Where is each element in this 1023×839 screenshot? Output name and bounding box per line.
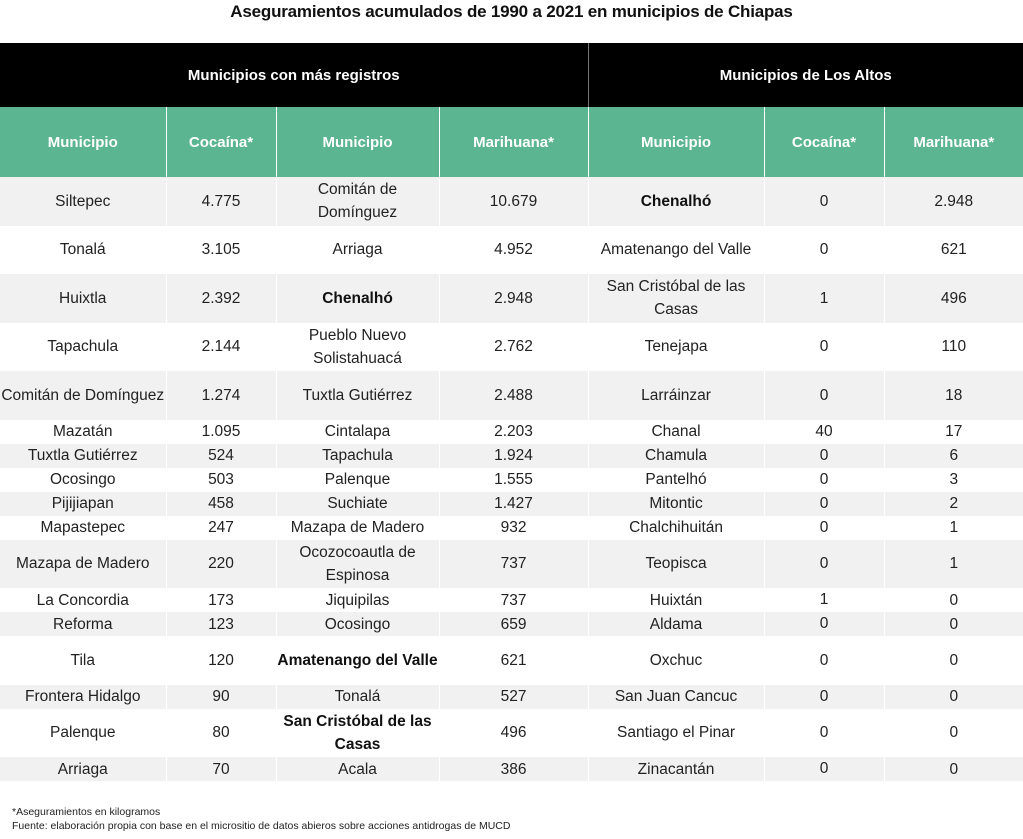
table-row [0, 709, 1023, 758]
municipality-cell: Tuxtla Gutiérrez [0, 444, 166, 468]
value-cell: 659 [439, 612, 588, 636]
municipality-cell: Aldama [588, 612, 764, 636]
municipality-cell: Tonalá [276, 685, 439, 709]
table-row [0, 685, 1023, 709]
municipality-cell: Tila [0, 636, 166, 685]
value-cell: 524 [166, 444, 276, 468]
municipality-cell: Larráinzar [588, 371, 764, 420]
value-cell: 247 [166, 516, 276, 540]
municipality-cell: Siltepec [0, 177, 166, 226]
table-row [0, 636, 1023, 685]
municipality-cell: Tapachula [0, 323, 166, 372]
value-cell: 123 [166, 612, 276, 636]
column-header: Municipio [0, 107, 166, 177]
value-cell: 70 [166, 757, 276, 781]
municipality-cell: Mazapa de Madero [0, 540, 166, 589]
value-cell: 0 [764, 516, 884, 540]
value-cell: 0 [764, 492, 884, 516]
value-cell: 737 [439, 540, 588, 589]
value-cell: 2.144 [166, 323, 276, 372]
value-cell: 3.105 [166, 226, 276, 275]
value-cell: 0 [764, 444, 884, 468]
column-header-row [0, 107, 1023, 177]
value-cell: 2 [884, 492, 1023, 516]
value-cell: 737 [439, 588, 588, 612]
municipality-cell: Chalchihuitán [588, 516, 764, 540]
municipality-cell: Palenque [0, 709, 166, 758]
value-cell: 0 [764, 468, 884, 492]
value-cell: 2.762 [439, 323, 588, 372]
value-cell: 1.274 [166, 371, 276, 420]
municipality-cell: Jiquipilas [276, 588, 439, 612]
municipality-cell: San Cristóbal de las Casas [588, 274, 764, 323]
municipality-cell: Pueblo Nuevo Solistahuacá [276, 323, 439, 372]
municipality-cell: Cintalapa [276, 420, 439, 444]
value-cell: 0 [764, 323, 884, 372]
municipality-cell: Mapastepec [0, 516, 166, 540]
municipality-cell: Frontera Hidalgo [0, 685, 166, 709]
column-header: Municipio [588, 107, 764, 177]
value-cell: 0 [764, 371, 884, 420]
value-cell: 0 [764, 757, 884, 781]
value-cell: 2.392 [166, 274, 276, 323]
municipality-cell: Pantelhó [588, 468, 764, 492]
value-cell: 503 [166, 468, 276, 492]
group-header-los-altos: Municipios de Los Altos [588, 43, 1023, 107]
value-cell: 1.924 [439, 444, 588, 468]
value-cell: 0 [764, 636, 884, 685]
value-cell: 1.095 [166, 420, 276, 444]
footnote-units: *Aseguramientos en kilogramos [12, 806, 161, 818]
value-cell: 0 [884, 685, 1023, 709]
value-cell: 0 [764, 709, 884, 758]
table-row [0, 420, 1023, 444]
value-cell: 0 [764, 226, 884, 275]
value-cell: 0 [764, 612, 884, 636]
value-cell: 80 [166, 709, 276, 758]
municipality-cell: Suchiate [276, 492, 439, 516]
value-cell: 10.679 [439, 177, 588, 226]
value-cell: 621 [884, 226, 1023, 275]
column-header: Marihuana* [439, 107, 588, 177]
municipality-cell: San Juan Cancuc [588, 685, 764, 709]
municipality-cell: Huixtán [588, 588, 764, 612]
value-cell: 173 [166, 588, 276, 612]
value-cell: 932 [439, 516, 588, 540]
value-cell: 110 [884, 323, 1023, 372]
municipality-cell: Amatenango del Valle [588, 226, 764, 275]
data-table [0, 43, 1023, 781]
column-header: Municipio [276, 107, 439, 177]
table-row [0, 371, 1023, 420]
municipality-cell: Teopisca [588, 540, 764, 589]
column-header: Marihuana* [884, 107, 1023, 177]
table-row [0, 274, 1023, 323]
municipality-cell: Santiago el Pinar [588, 709, 764, 758]
value-cell: 4.952 [439, 226, 588, 275]
value-cell: 527 [439, 685, 588, 709]
municipality-cell: Huixtla [0, 274, 166, 323]
municipality-cell: Chenalhó [276, 274, 439, 323]
municipality-cell: Tuxtla Gutiérrez [276, 371, 439, 420]
value-cell: 1 [884, 540, 1023, 589]
value-cell: 1.555 [439, 468, 588, 492]
value-cell: 90 [166, 685, 276, 709]
value-cell: 6 [884, 444, 1023, 468]
value-cell: 496 [439, 709, 588, 758]
municipality-cell: Pijijiapan [0, 492, 166, 516]
value-cell: 1 [884, 516, 1023, 540]
municipality-cell: Amatenango del Valle [276, 636, 439, 685]
value-cell: 2.948 [439, 274, 588, 323]
value-cell: 1 [764, 588, 884, 612]
value-cell: 4.775 [166, 177, 276, 226]
municipality-cell: San Cristóbal de las Casas [276, 709, 439, 758]
value-cell: 0 [884, 757, 1023, 781]
municipality-cell: Comitán de Domínguez [276, 177, 439, 226]
municipality-cell: Comitán de Domínguez [0, 371, 166, 420]
table-row [0, 540, 1023, 589]
page-title: Aseguramientos acumulados de 1990 a 2021 en municipios de Chiapas [230, 2, 793, 21]
municipality-cell: Mazatán [0, 420, 166, 444]
table-row [0, 177, 1023, 226]
table-row [0, 492, 1023, 516]
municipality-cell: Arriaga [276, 226, 439, 275]
value-cell: 120 [166, 636, 276, 685]
municipality-cell: Palenque [276, 468, 439, 492]
municipality-cell: Ocozocoautla de Espinosa [276, 540, 439, 589]
table-row [0, 516, 1023, 540]
value-cell: 18 [884, 371, 1023, 420]
value-cell: 0 [884, 612, 1023, 636]
column-header: Cocaína* [764, 107, 884, 177]
value-cell: 496 [884, 274, 1023, 323]
value-cell: 3 [884, 468, 1023, 492]
value-cell: 386 [439, 757, 588, 781]
value-cell: 0 [884, 588, 1023, 612]
municipality-cell: Ocosingo [276, 612, 439, 636]
table-row [0, 323, 1023, 372]
municipality-cell: Mitontic [588, 492, 764, 516]
group-header-row [0, 43, 1023, 107]
municipality-cell: Reforma [0, 612, 166, 636]
value-cell: 1 [764, 274, 884, 323]
value-cell: 2.203 [439, 420, 588, 444]
municipality-cell: Ocosingo [0, 468, 166, 492]
value-cell: 2.488 [439, 371, 588, 420]
municipality-cell: Oxchuc [588, 636, 764, 685]
municipality-cell: Zinacantán [588, 757, 764, 781]
value-cell: 17 [884, 420, 1023, 444]
municipality-cell: Mazapa de Madero [276, 516, 439, 540]
value-cell: 220 [166, 540, 276, 589]
value-cell: 0 [764, 540, 884, 589]
value-cell: 2.948 [884, 177, 1023, 226]
municipality-cell: Tonalá [0, 226, 166, 275]
municipality-cell: Chamula [588, 444, 764, 468]
municipality-cell: Arriaga [0, 757, 166, 781]
value-cell: 458 [166, 492, 276, 516]
municipality-cell: Tenejapa [588, 323, 764, 372]
municipality-cell: Tapachula [276, 444, 439, 468]
municipality-cell: Acala [276, 757, 439, 781]
table-row [0, 444, 1023, 468]
column-header: Cocaína* [166, 107, 276, 177]
table-row [0, 588, 1023, 612]
municipality-cell: Chanal [588, 420, 764, 444]
table-row [0, 226, 1023, 275]
municipality-cell: La Concordia [0, 588, 166, 612]
value-cell: 0 [884, 709, 1023, 758]
value-cell: 0 [764, 177, 884, 226]
table-row [0, 757, 1023, 781]
value-cell: 40 [764, 420, 884, 444]
table-row [0, 468, 1023, 492]
value-cell: 0 [764, 685, 884, 709]
table-row [0, 612, 1023, 636]
municipality-cell: Chenalhó [588, 177, 764, 226]
group-header-top-municipalities: Municipios con más registros [0, 43, 588, 107]
value-cell: 621 [439, 636, 588, 685]
value-cell: 1.427 [439, 492, 588, 516]
footnote-source: Fuente: elaboración propia con base en el micrositio de datos abieros sobre acciones antidrogas de MUCD [12, 820, 511, 832]
value-cell: 0 [884, 636, 1023, 685]
